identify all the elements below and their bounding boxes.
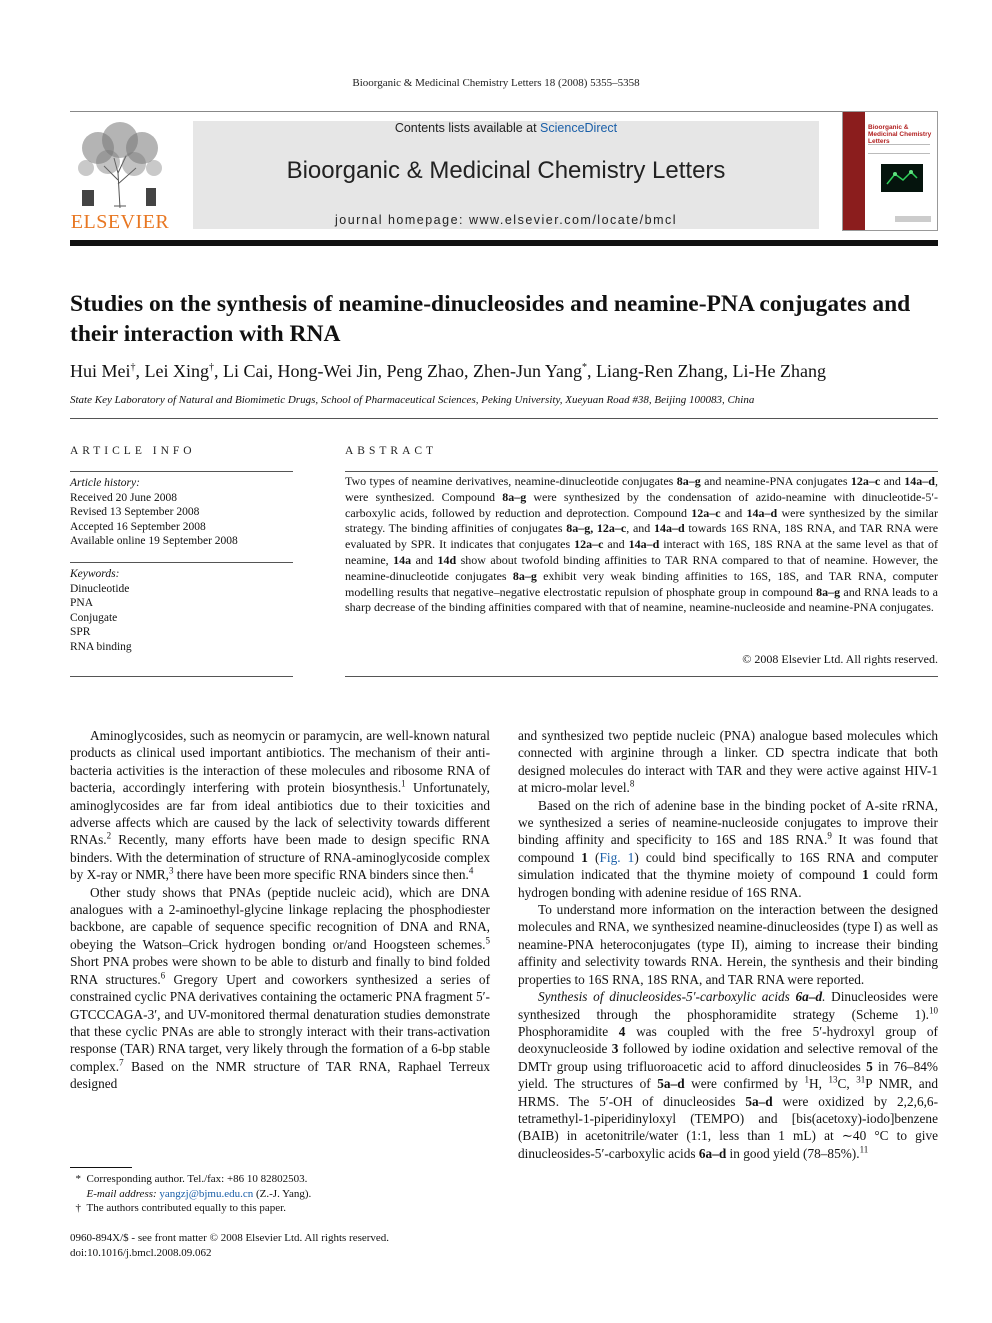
history-item: Revised 13 September 2008 [70, 506, 200, 518]
elsevier-wordmark: ELSEVIER [70, 211, 170, 233]
title-rule [70, 418, 938, 419]
body-paragraph: Aminoglycosides, such as neomycin or paramycin, are well-known natural products as clinical used important antibiotics. The mechanism of their anti-bacteria activities is the interaction of these molecules and ribosome RNA of bacteria, accordingly interfering with protein biosynthesis.$^1$ Unfortunately, aminoglycosides are far from ideal antibiotics due to their toxicities and adverse affects which are caused by the lack of selectivity towards different RNAs.$^2$ Recently, many efforts have been made to design specific RNA binders. With the determination of structure of RNA-aminoglycoside complex by X-ray or NMR,$^3$ there have been more specific RNA binders since then.$^4$ [70, 728, 491, 883]
contents-prefix: Contents lists available at [394, 121, 541, 135]
sciencedirect-link[interactable]: ScienceDirect [540, 121, 618, 135]
body-column-right [518, 727, 938, 1162]
history-item: Received 20 June 2008 [70, 491, 177, 504]
history-label: Article history: [70, 477, 140, 489]
molecule-icon [881, 164, 923, 192]
keywords [70, 567, 293, 654]
email-label: E-mail address: [86, 1187, 160, 1200]
author[interactable]: Li-He Zhang [732, 361, 826, 381]
cover-strip [843, 112, 865, 231]
equal-contribution-text: The authors contributed equally to this paper. [86, 1202, 286, 1214]
front-matter [70, 1231, 490, 1260]
body-paragraph: and synthesized two peptide nucleic (PNA) analogue based molecules which connected with arginine through a linker. CD spectra indicate that both designed molecules do interact with TAR and they were active against HIV-1 at micro-molar level.$^8$ [518, 728, 938, 796]
history-item: Available online 19 September 2008 [70, 535, 238, 547]
body-paragraph: Based on the rich of adenine base in the binding pocket of A-site rRNA, we synthesized a series of neamine-nucleoside conjugates to improve their binding affinity and specificity to 16S and 18S RNA.$^9$ It was found that compound 1 (Fig. 1) could bind specifically to 16S RNA and computer simulation indicated that the thymine moiety of compound 1 could form hydrogen bonding with adenine residue of 16S RNA. [518, 797, 939, 900]
footnote-email [70, 1187, 490, 1202]
author-mark: * [582, 362, 588, 373]
body-column-left [70, 727, 490, 1093]
footnote-rule [70, 1167, 132, 1168]
journal-cover [842, 111, 938, 231]
elsevier-tree-icon [68, 118, 172, 210]
abstract-bottom-rule [345, 676, 938, 677]
footnote-corresponding: * Corresponding author. Tel./fax: +86 10 82802503. [70, 1173, 308, 1185]
author-mark: † [209, 362, 214, 373]
cover-lines [868, 144, 930, 154]
journal-citation: Bioorganic & Medicinal Chemistry Letters 18 (2008) 5355–5358 [352, 77, 640, 89]
issn-line: 0960-894X/$ - see front matter © 2008 Elsevier Ltd. All rights reserved. [70, 1232, 390, 1244]
keyword: RNA binding [70, 640, 132, 653]
keywords-rule [70, 562, 293, 563]
history-item: Accepted 16 September 2008 [70, 520, 206, 533]
keyword: PNA [70, 597, 94, 609]
abstract-rule [345, 471, 938, 472]
article-title: Studies on the synthesis of neamine-dinucleosides and neamine-PNA conjugates and their interaction with RNA [70, 291, 911, 347]
keyword: SPR [70, 626, 91, 638]
body-paragraph: Synthesis of dinucleosides-5′-carboxylic acids 6a–d. Dinucleosides were synthesized through the phosphoramidite strategy (Scheme 1).$^{10}$ Phosphoramidite 4 was coupled with the free 5′-hydroxyl group of deoxynucleoside 3 followed by iodine oxidation and selective removal of the DMTr group using trifluoroacetic acid to afford dinucleosides 5 in 76–84% yield. The structures of 5a–d were confirmed by $^1$H, $^{13}$C, $^{31}$P NMR, and HRMS. The 5′-OH of dinucleosides 5a–d were oxidized by 2,2,6,6-tetramethyl-1-piperidinyloxyl (TEMPO) and [bis(acetoxy)-iodo]benzene (BAIB) in acetonitrile/water (1:1, less than 1 mL) at ∼40 °C to give dinucleosides-5′-carboxylic acids 6a–d in good yield (78–85%).$^{11}$ [518, 989, 939, 1161]
info-bottom-rule [70, 676, 293, 677]
journal-title: Bioorganic & Medicinal Chemistry Letters [286, 157, 726, 184]
affiliation: State Key Laboratory of Natural and Biomimetic Drugs, School of Pharmaceutical Sciences, Peking University, Xueyuan Road #38, Beijing 100083, China [70, 394, 755, 406]
cover-title: Bioorganic & Medicinal Chemistry Letters [868, 124, 932, 145]
abstract-text: Two types of neamine derivatives, neamine-dinucleotide conjugates 8a–g and neamine-PNA conjugates 12a–c and 14a–d, were synthesized. Compound 8a–g were synthesized by the condensation of azido-neamine with dinucleotide-5′-carboxylic acids, followed by reduction and deprotection. Compound 12a–c and 14a–d were synthesized by the similar strategy. The binding affinities of conjugates 8a–g, 12a–c, and 14a–d towards 16S RNA, 18S RNA, and TAR RNA were evaluated by SPR. It indicates that conjugates 12a–c and 14a–d interact with 16S, 18S RNA at the same level as that of neamine, 14a and 14d show about twofold binding affinities to TAR RNA compared to that of neamine. However, the neamine-dinucleotide conjugates 8a–g exhibit very weak binding affinities to 16S, 18S, and TAR RNA, computer modelling results that negative–negative electrostatic repulsion of phosphate group in compound 8a–g and RNA leads to a sharp decrease of the binding affinities compared with that of neamine, neamine-nucleoside and neamine-PNA conjugates. [345, 474, 939, 615]
footnotes [70, 1172, 490, 1216]
keyword: Conjugate [70, 611, 118, 624]
author[interactable]: Peng Zhao [386, 361, 465, 381]
contents-line [193, 121, 819, 135]
email-suffix: (Z.-J. Yang). [253, 1187, 312, 1200]
author-mark: † [130, 362, 136, 373]
body-paragraph: Other study shows that PNAs (peptide nucleic acid), which are DNA analogues with a 2-aminoethyl-glycine linkage replacing the phosphodiester backbone, are capable of sequence specific recognition of DNA and RNA, obeying the Watson–Crick hydrogen bonding or/and Hoogsteen schemes.$^5$ Short PNA probes were shown to be able to disturb and finally to bind folded RNA structures.$^6$ Gregory Upert and coworkers synthesized a series of constrained cyclic PNA derivatives containing the octameric PNA fragment 5′-GTCCCAGA-3′, and UV-monitored thermal denaturation studies demonstrate that these cyclic PNAs are able to strongly interact with their trans-activation response (TAR) RNA target, very likely through the formation of a 6-bp stable complex.$^7$ Based on the NMR structure of TAR RNA, Raphael Terreux designed [70, 884, 491, 1092]
copyright-notice: © 2008 Elsevier Ltd. All rights reserved. [742, 652, 938, 666]
keywords-label: Keywords: [70, 568, 120, 580]
abstract-heading: ABSTRACT [345, 445, 438, 457]
corresponding-text: Corresponding author. Tel./fax: +86 10 82802503. [86, 1173, 308, 1185]
keyword: Dinucleotide [70, 582, 130, 595]
author[interactable]: Liang-Ren Zhang [596, 361, 724, 381]
article-info-heading: ARTICLE INFO [70, 445, 196, 457]
footnote-equal: † The authors contributed equally to this paper. [70, 1202, 286, 1214]
cover-molecule-image [881, 164, 923, 192]
cover-logo [895, 216, 931, 222]
email-link[interactable]: yangzj@bjmu.edu.cn [159, 1187, 254, 1200]
doi-line[interactable]: doi:10.1016/j.bmcl.2008.09.062 [70, 1246, 212, 1259]
info-rule [70, 471, 293, 472]
author[interactable]: Li Cai [223, 361, 269, 381]
header-thick-rule [70, 240, 938, 246]
header-rule [70, 111, 938, 112]
author[interactable]: Zhen-Jun Yang [473, 361, 583, 381]
journal-homepage[interactable]: journal homepage: www.elsevier.com/locate/bmcl [334, 213, 678, 227]
article-history [70, 476, 293, 549]
author[interactable]: Lei Xing [144, 361, 209, 381]
figure-link[interactable]: Fig. 1 [599, 849, 635, 865]
author[interactable]: Hui Mei [70, 361, 131, 381]
elsevier-logo [68, 118, 172, 234]
author-list: Hui Mei†, Lei Xing†, Li Cai, Hong-Wei Jin, Peng Zhao, Zhen-Jun Yang*, Liang-Ren Zhang, Li-He Zhang [70, 361, 826, 381]
author[interactable]: Hong-Wei Jin [277, 361, 378, 381]
body-paragraph: To understand more information on the interaction between the designed molecules and RNA, we synthesized neamine-dinucleosides (type I) as well as neamine-PNA heteroconjugates (type II), aiming to increase their binding affinity and selectivity towards RNA. Herein, the synthesis and their binding properties to 16S RNA, 18S RNA, and TAR RNA were reported. [518, 902, 938, 987]
